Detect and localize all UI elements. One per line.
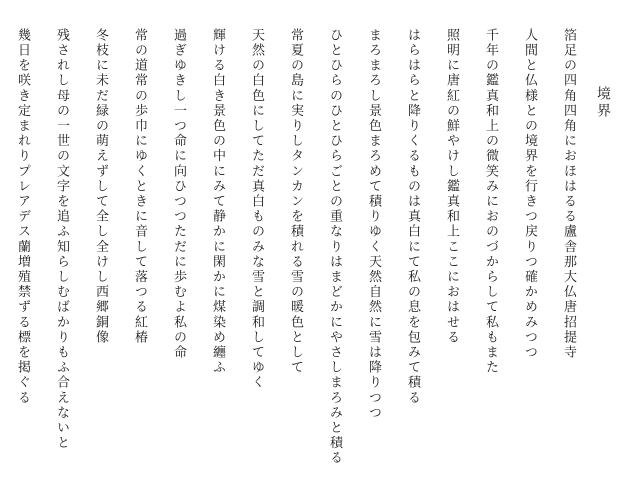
poem-line: 照明に唐紅の鮮やけし鑑真和上ここにおはせる: [444, 28, 459, 346]
poem-line: 天然の白色にしてただ真白ものみな雪と調和してゆく: [249, 28, 264, 391]
poem-line: 冬枝に未だ緑の萌えずして全し全けし西郷銅像: [93, 28, 108, 346]
poem-line: はらはらと降りくるものは真白にて私の息を包みて積る: [405, 28, 420, 406]
poem-title: 境界: [595, 86, 611, 120]
poem-line: 常夏の島に実りしタンカンを積れる雪の暖色として: [288, 28, 303, 376]
poem-line: 過ぎゆきし一つ命に向ひつつただに歩むよ私の命: [171, 28, 186, 361]
poem-line: 常の道常の歩巾にゆくときに音して落つる紅椿: [132, 28, 147, 346]
poem-line: 人間と仏様との境界を行きつ戻りつ確かめみつつ: [522, 28, 537, 361]
poem-line: 幾日を咲き定まれりプレアデス蘭増殖禁ずる標を掲ぐる: [15, 28, 30, 406]
poem-line: 箔足の四角四角におほはるる盧舎那大仏唐招提寺: [561, 28, 576, 361]
poem-line: 輝ける白き景色の中にみて静かに閑かに煤染め纏ふ: [210, 28, 225, 376]
poem-line: ひとひらのひとひらごとの重なりはまどかにやさしまろみと積る: [327, 28, 342, 466]
poem-line: まろまろし景色まろめて積りゆく天然自然に雪は降りつつ: [366, 28, 381, 421]
poem-line: 残されし母の一世の文字を追ふ知らしむばかりもふ合えないと: [54, 28, 69, 451]
poem-line: 千年の鑑真和上の微笑みにおのづからして私もまた: [483, 28, 498, 376]
